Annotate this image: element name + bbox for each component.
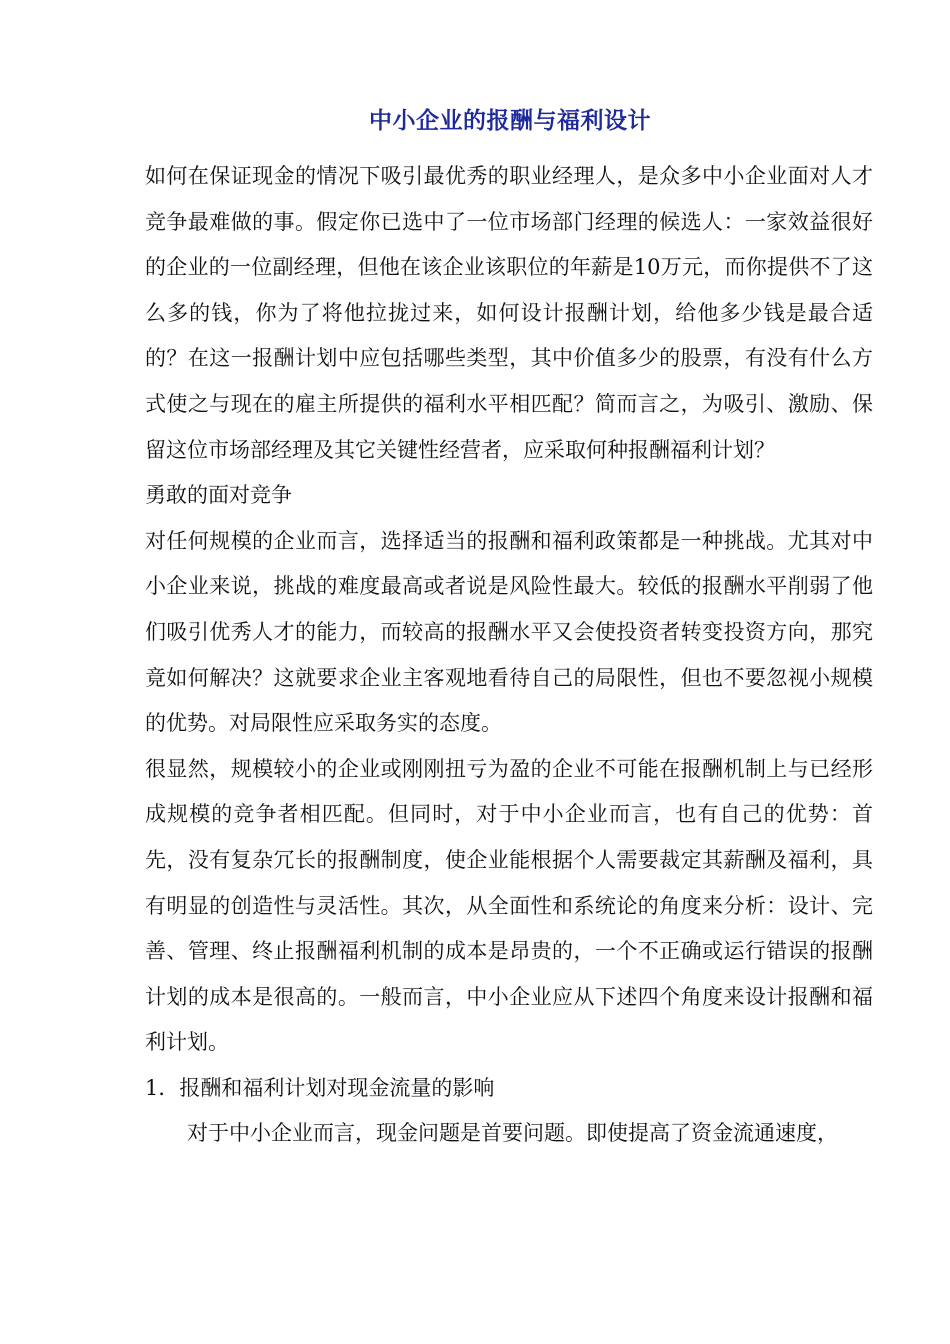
document-body xyxy=(145,154,873,1157)
document-title: 中小企业的报酬与福利设计 xyxy=(369,107,651,134)
paragraph-challenge: 对任何规模的企业而言，选择适当的报酬和福利政策都是一种挑战。尤其对中小企业来说，挑战的难度最高或者说是风险性最大。较低的报酬水平削弱了他们吸引优秀人才的能力，而较高的报酬水平又会使投资者转变投资方向，那究竟如何解决？这就要求企业主客观地看待自己的局限性，但也不要忽视小规模的优势。对局限性应采取务实的态度。 xyxy=(145,528,873,736)
paragraph-intro: 如何在保证现金的情况下吸引最优秀的职业经理人，是众多中小企业面对人才竞争最难做的事。假定你已选中了一位市场部门经理的候选人：一家效益很好的企业的一位副经理，但他在该企业该职位的年薪是10万元，而你提供不了这么多的钱，你为了将他拉拢过来，如何设计报酬计划，给他多少钱是最合适的？在这一报酬计划中应包括哪些类型，其中价值多少的股票，有没有什么方式使之与现在的雇主所提供的福利水平相匹配？简而言之，为吸引、激励、保留这位市场部经理及其它关键性经营者，应采取何种报酬福利计划？ xyxy=(145,164,873,462)
section-heading-competition: 勇敢的面对竞争 xyxy=(145,483,292,508)
paragraph-advantages: 很显然，规模较小的企业或刚刚扭亏为盈的企业不可能在报酬机制上与已经形成规模的竞争者相匹配。但同时，对于中小企业而言，也有自己的优势：首先，没有复杂冗长的报酬制度，使企业能根据个人需要裁定其薪酬及福利，具有明显的创造性与灵活性。其次，从全面性和系统论的角度来分析：设计、完善、管理、终止报酬福利机制的成本是昂贵的，一个不正确或运行错误的报酬计划的成本是很高的。一般而言，中小企业应从下述四个角度来设计报酬和福利计划。 xyxy=(145,756,873,1055)
paragraph-cashflow: 对于中小企业而言，现金问题是首要问题。即使提高了资金流通速度， xyxy=(187,1121,838,1146)
section-heading-cashflow: 1．报酬和福利计划对现金流量的影响 xyxy=(145,1075,495,1100)
